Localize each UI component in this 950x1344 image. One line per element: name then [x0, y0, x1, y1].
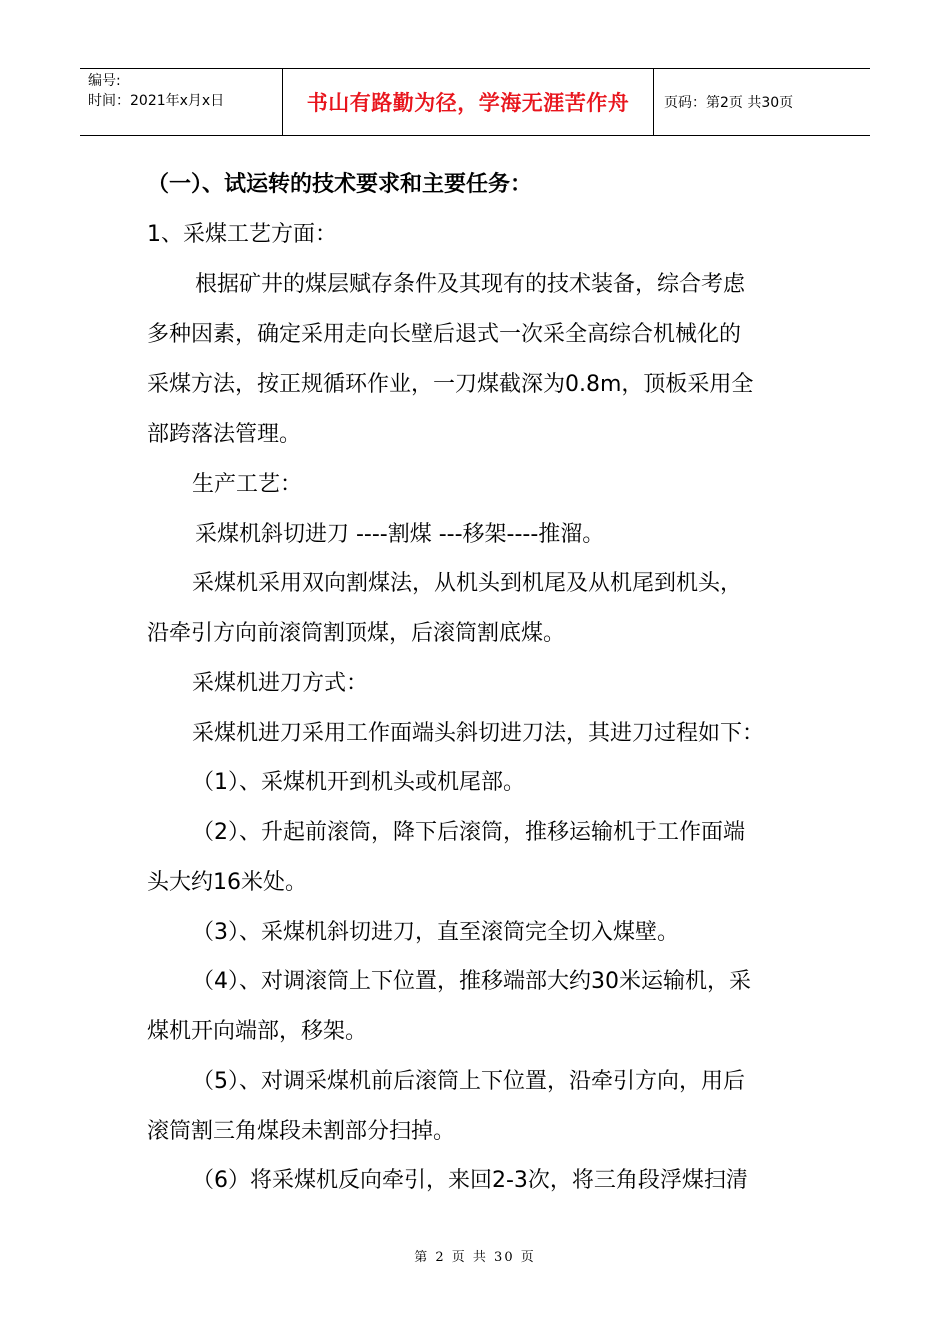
document-date: 时间：2021年x月x日 — [88, 93, 225, 109]
paragraph-line: （4）、对调滚筒上下位置，推移端部大约30米运输机，采 — [192, 969, 751, 994]
paragraph-line: 煤机开向端部，移架。 — [147, 1019, 368, 1044]
paragraph-line: （3）、采煤机斜切进刀，直至滚筒完全切入煤壁。 — [192, 920, 679, 945]
header-page-info: 页码：第2页 共30页 — [664, 95, 794, 111]
paragraph-line: 滚筒割三角煤段未割部分扫掉。 — [147, 1119, 456, 1144]
paragraph-line: 采煤机进刀方式： — [192, 671, 369, 696]
page-footer: 第 2 页 共 30 页 — [414, 1250, 536, 1265]
paragraph-line: 采煤机斜切进刀 ----割煤 ---移架----推溜。 — [195, 522, 605, 547]
paragraph-line: 1、采煤工艺方面： — [147, 222, 337, 247]
paragraph-line: 采煤机进刀采用工作面端头斜切进刀法，其进刀过程如下： — [192, 721, 765, 746]
paragraph-line: 生产工艺： — [192, 472, 303, 497]
section-heading: （一）、试运转的技术要求和主要任务： — [147, 172, 533, 197]
paragraph-line: （2）、升起前滚筒，降下后滚筒，推移运输机于工作面端 — [192, 820, 745, 845]
document-number-label: 编号: — [88, 73, 121, 89]
paragraph-line: 部跨落法管理。 — [147, 422, 302, 447]
paragraph-line: 沿牵引方向前滚筒割顶煤，后滚筒割底煤。 — [147, 621, 566, 646]
paragraph-line: （5）、对调采煤机前后滚筒上下位置，沿牵引方向，用后 — [192, 1069, 745, 1094]
header-motto: 书山有路勤为径，学海无涯苦作舟 — [282, 69, 654, 135]
paragraph-line: 头大约16米处。 — [147, 870, 307, 895]
paragraph-line: 采煤方法，按正规循环作业，一刀煤截深为0.8m，顶板采用全 — [147, 372, 754, 397]
paragraph-line: （1）、采煤机开到机头或机尾部。 — [192, 770, 525, 795]
paragraph-line: （6）将采煤机反向牵引，来回2-3次，将三角段浮煤扫清 — [192, 1168, 748, 1193]
paragraph-line: 多种因素，确定采用走向长壁后退式一次采全高综合机械化的 — [147, 322, 742, 347]
paragraph-line: 采煤机采用双向割煤法，从机头到机尾及从机尾到机头， — [192, 571, 743, 596]
paragraph-line: 根据矿井的煤层赋存条件及其现有的技术装备，综合考虑 — [195, 272, 746, 297]
